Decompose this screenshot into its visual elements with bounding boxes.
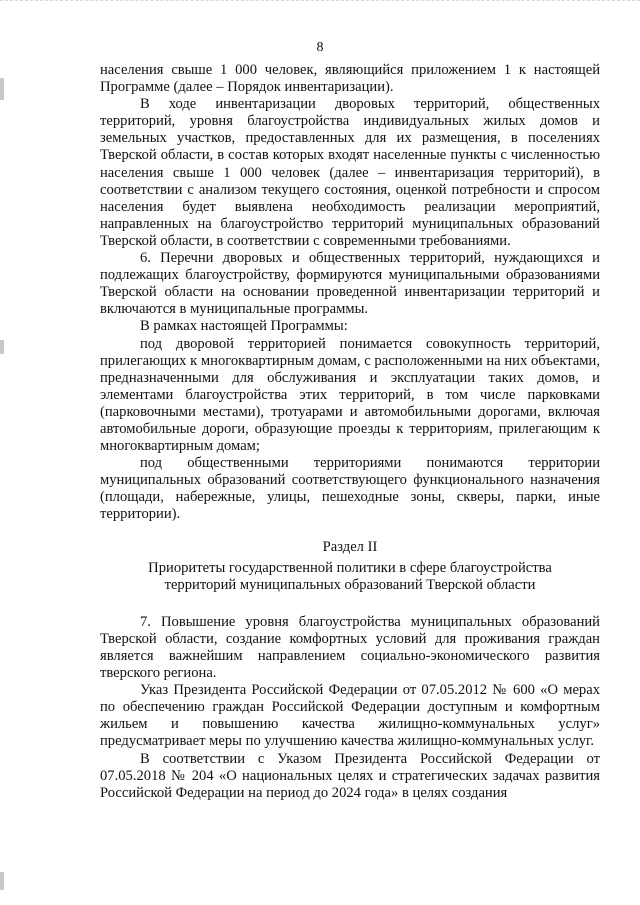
scan-margin-mark (0, 872, 4, 890)
section-title (100, 560, 600, 594)
paragraph: населения свыше 1 000 человек, являющийся приложением 1 к настоящей Программе (далее – Порядок инвентаризации). (100, 62, 600, 96)
paragraph: Указ Президента Российской Федерации от 07.05.2012 № 600 «О мерах по обеспечению граждан Российской Федерации доступным и комфортным жильем и повышению качества жилищно-коммунальных услуг» предусматривает меры по улучшению качества жилищно-коммунальных услуг. (100, 682, 600, 750)
scan-margin-mark (0, 78, 4, 100)
section-heading: Раздел II (322, 538, 378, 555)
paragraph: под дворовой территорией понимается совокупность территорий, прилегающих к многоквартирным домам, с расположенными на них объектами, предназначенными для обслуживания и эксплуатации таких домов, и элементами благоустройства этих территорий, в том числе парковками (парковочными местами), тротуарами и автомобильными дорогами, включая автомобильные дороги, образующие проезды к территориям, прилегающим к многоквартирным домам; (100, 335, 600, 455)
section-title-line: территорий муниципальных образований Тверской области (164, 576, 536, 593)
scan-top-edge (0, 0, 640, 3)
paragraph: В ходе инвентаризации дворовых территорий, общественных территорий, уровня благоустройства индивидуальных жилых домов и земельных участков, предоставленных для их размещения, в поселениях Тверской области, в состав которых входят населенные пункты с численностью населения свыше 1 000 человек (далее – инвентаризация территорий), в соответствии с анализом текущего состояния, оценкой потребности и спросом населения будет выявлена необходимость реализации мероприятий, направленных на благоустройство территорий муниципальных образований Тверской области, в соответствии с современными требованиями. (100, 96, 600, 249)
page-number: 8 (316, 40, 324, 55)
paragraph: 7. Повышение уровня благоустройства муниципальных образований Тверской области, создание комфортных условий для проживания граждан является важнейшим направлением социально-экономического развития тверского региона. (100, 613, 600, 682)
document-body (100, 62, 600, 802)
paragraph: под общественными территориями понимаются территории муниципальных образований соответствующего функционального назначения (площади, набережные, улицы, пешеходные зоны, скверы, парки, иные территории). (100, 455, 600, 523)
paragraph: В рамках настоящей Программы: (140, 318, 348, 335)
section-title-line: Приоритеты государственной политики в сфере благоустройства (148, 559, 552, 576)
paragraph: В соответствии с Указом Президента Российской Федерации от 07.05.2018 № 204 «О национальных целях и стратегических задачах развития Российской Федерации на период до 2024 года» в целях создания (100, 750, 600, 801)
paragraph: 6. Перечни дворовых и общественных территорий, нуждающихся и подлежащих благоустройству, формируются муниципальными образованиями Тверской области на основании проведенной инвентаризации территорий и включаются в муниципальные программы. (100, 250, 600, 318)
scan-margin-mark (0, 340, 4, 354)
